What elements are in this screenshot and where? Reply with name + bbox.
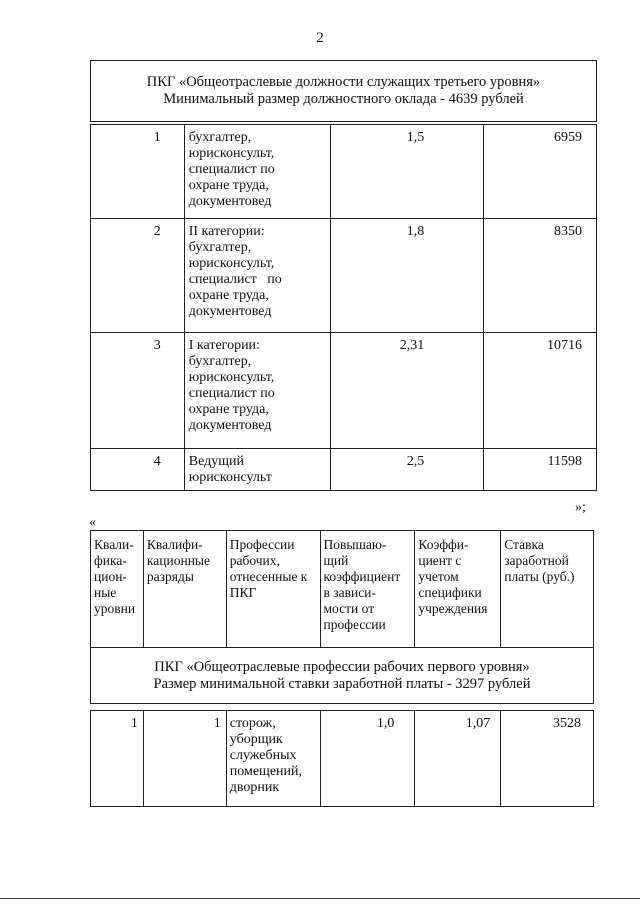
row-gap	[91, 704, 594, 711]
position-line: специалист по	[188, 386, 275, 401]
profession-line: дворник	[229, 780, 280, 795]
position-line: бухгалтер,	[188, 130, 252, 145]
profession-names	[226, 711, 320, 807]
page-number: 2	[316, 30, 324, 46]
position-line: II категории:	[188, 224, 265, 239]
position-line: юрисконсульт,	[188, 146, 275, 161]
pkg-header-title: ПКГ «Общеотраслевые профессии рабочих первого уровня»	[154, 658, 530, 675]
profession-line: служебных	[229, 748, 297, 763]
position-line: охране труда,	[188, 402, 269, 417]
position-line: бухгалтер,	[188, 354, 252, 369]
salary: 8350	[484, 219, 597, 333]
pkg-header-min-rate: Размер минимальной ставки заработной платы - 3297 рублей	[153, 675, 531, 692]
qualification-level: 1	[91, 125, 185, 219]
institution-coefficient: 1,07	[415, 711, 501, 807]
salary: 6959	[484, 125, 597, 219]
column-header: Повышаю- щий коэффициент в зависи- мости от профессии	[320, 531, 415, 648]
salary: 10716	[484, 333, 597, 449]
pkg-header-min-salary: Минимальный размер должностного оклада - 4639 рублей	[163, 91, 524, 107]
position-line: Ведущий	[188, 454, 244, 469]
position-names	[184, 125, 330, 219]
position-line: I категории:	[188, 338, 260, 353]
closing-quote: »;	[575, 500, 586, 515]
footer-divider	[0, 898, 640, 899]
table-row	[91, 449, 597, 491]
column-header: Ставка заработной платы (руб.)	[501, 531, 594, 648]
pkg-header	[91, 648, 594, 704]
coefficient: 2,5	[330, 449, 484, 491]
pkg-header	[91, 61, 597, 122]
pkg-header-title: ПКГ «Общеотраслевые должности служащих третьего уровня»	[146, 74, 541, 90]
position-names	[184, 219, 330, 333]
qualification-level: 4	[91, 449, 185, 491]
qualification-rank: 1	[143, 711, 226, 807]
position-line: специалист по	[188, 272, 282, 287]
position-line: бухгалтер,	[188, 240, 252, 255]
qualification-level: 3	[91, 333, 185, 449]
column-header: Коэффи- циент с учетом специфики учреждения	[415, 531, 501, 648]
profession-line: уборщик	[229, 732, 283, 747]
salary-table-employees	[90, 60, 597, 491]
position-line: юрисконсульт	[188, 470, 272, 485]
coefficient: 1,5	[330, 125, 484, 219]
position-line: документовед	[188, 304, 272, 319]
position-line: охране труда,	[188, 178, 269, 193]
position-line: охране труда,	[188, 288, 269, 303]
coefficient: 1,8	[330, 219, 484, 333]
table-row	[91, 333, 597, 449]
position-line: юрисконсульт,	[188, 370, 275, 385]
opening-quote: «	[89, 515, 96, 530]
position-line: документовед	[188, 418, 272, 433]
qualification-level: 1	[91, 711, 144, 807]
qualification-level: 2	[91, 219, 185, 333]
position-line: специалист по	[188, 162, 275, 177]
column-header: Квали- фика- цион- ные уровни	[91, 531, 144, 648]
profession-line: сторож,	[229, 716, 276, 731]
profession-coefficient: 1,0	[320, 711, 415, 807]
wage-rate: 3528	[501, 711, 594, 807]
column-header: Профессии рабочих, отнесенные к ПКГ	[226, 531, 320, 648]
profession-line: помещений,	[229, 764, 303, 779]
table-row	[91, 125, 597, 219]
table-row	[91, 711, 594, 807]
salary-table-workers	[90, 530, 594, 807]
position-line: документовед	[188, 194, 272, 209]
position-names	[184, 333, 330, 449]
table-row	[91, 219, 597, 333]
position-names	[184, 449, 330, 491]
table-header-row	[91, 531, 594, 648]
coefficient: 2,31	[330, 333, 484, 449]
salary: 11598	[484, 449, 597, 491]
column-header: Квалифи- кационные разряды	[143, 531, 226, 648]
position-line: юрисконсульт,	[188, 256, 275, 271]
